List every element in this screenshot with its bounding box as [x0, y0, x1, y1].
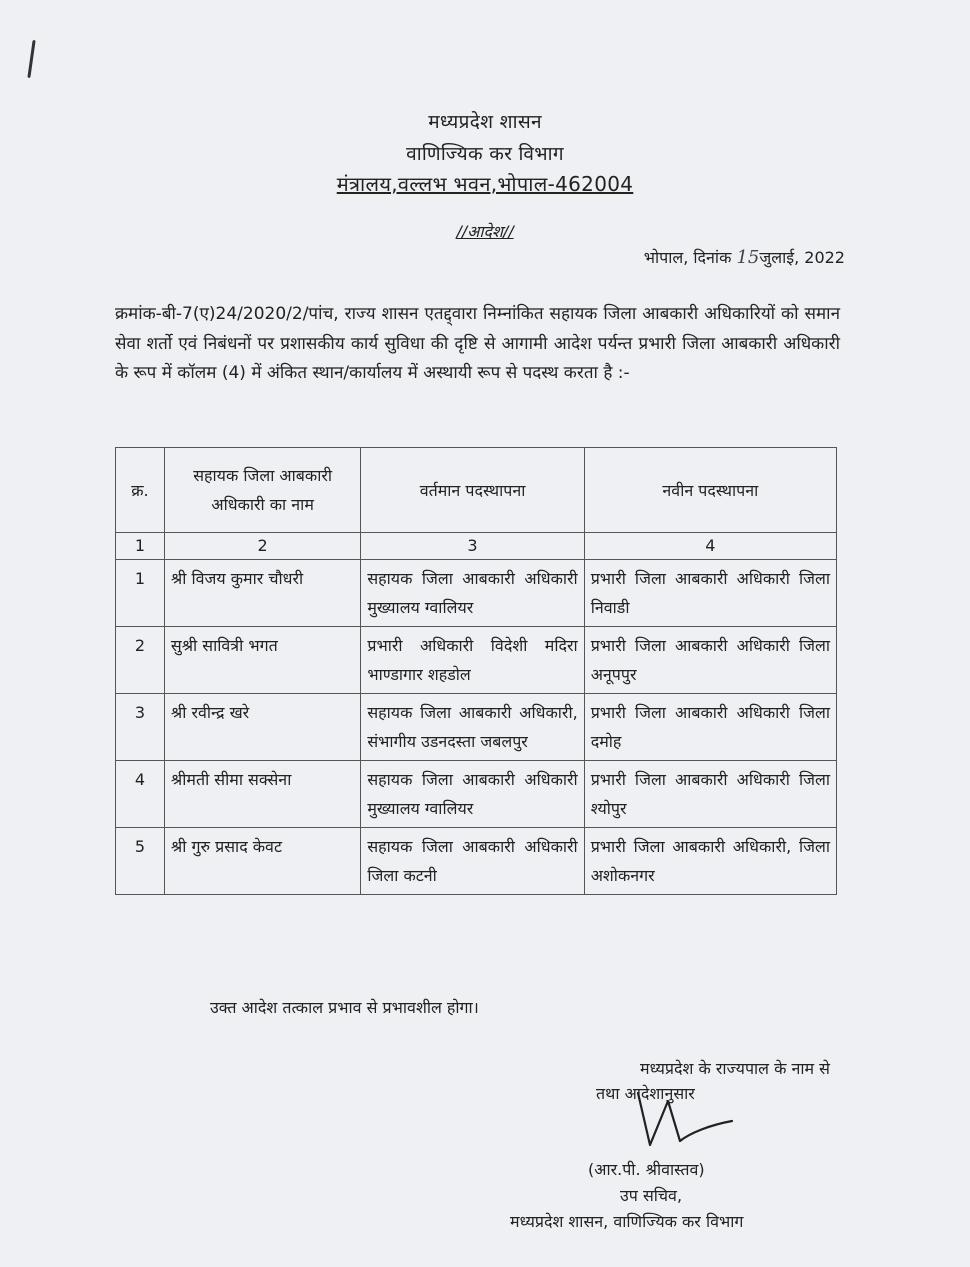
row-current-posting: सहायक जिला आबकारी अधिकारी मुख्यालय ग्वालियर [361, 761, 584, 828]
date-line [644, 246, 845, 268]
column-number: 3 [361, 533, 584, 560]
signature-order-line: तथा आदेशानुसार [596, 1084, 695, 1103]
row-new-posting: प्रभारी जिला आबकारी अधिकारी, जिला अशोकनगर [584, 828, 836, 895]
column-number: 2 [164, 533, 360, 560]
order-title: //आदेश// [456, 222, 514, 241]
row-officer-name: सुश्री सावित्री भगत [164, 627, 360, 694]
row-serial: 4 [116, 761, 165, 828]
row-officer-name: श्री रवीन्द्र खरे [164, 694, 360, 761]
header-officer-name: सहायक जिला आबकारी अधिकारी का नाम [164, 448, 360, 533]
handwritten-signature [620, 1085, 740, 1155]
row-new-posting: प्रभारी जिला आबकारी अधिकारी जिला श्योपुर [584, 761, 836, 828]
table-row [116, 694, 837, 761]
postings-table [115, 447, 837, 895]
order-paragraph: क्रमांक-बी-7(ए)24/2020/2/पांच, राज्य शासन एतद्द्वारा निम्नांकित सहायक जिला आबकारी अधिकारियों को समान सेवा शर्तो एवं निबंधनों पर प्रशासकीय कार्य सुविधा की दृष्टि से आगामी आदेश पर्यन्त प्रभारी जिला आबकारी अधिकारी के रूप में कॉलम (4) में अंकित स्थान/कार्यालय में अस्थायी रूप से पदस्थ करता है :- [115, 304, 840, 383]
date-rest: जुलाई, 2022 [759, 248, 845, 267]
signatory-department: मध्यप्रदेश शासन, वाणिज्यिक कर विभाग [510, 1212, 744, 1231]
date-day: 15 [736, 247, 760, 268]
row-serial: 2 [116, 627, 165, 694]
header-address: मंत्रालय,वल्लभ भवन,भोपाल-462004 [336, 172, 634, 196]
closing-statement: उक्त आदेश तत्काल प्रभाव से प्रभावशील होगा। [210, 998, 479, 1017]
signature-authority-line: मध्यप्रदेश के राज्यपाल के नाम से [640, 1059, 830, 1078]
row-current-posting: सहायक जिला आबकारी अधिकारी, संभागीय उडनदस्ता जबलपुर [361, 694, 584, 761]
row-officer-name: श्री गुरु प्रसाद केवट [164, 828, 360, 895]
row-current-posting: सहायक जिला आबकारी अधिकारी जिला कटनी [361, 828, 584, 895]
header-serial: क्र. [116, 448, 165, 533]
table-row [116, 761, 837, 828]
row-current-posting: प्रभारी अधिकारी विदेशी मदिरा भाण्डागार शहडोल [361, 627, 584, 694]
row-new-posting: प्रभारी जिला आबकारी अधिकारी जिला निवाडी [584, 560, 836, 627]
signatory-designation: उप सचिव, [620, 1186, 683, 1205]
column-number: 4 [584, 533, 836, 560]
header-current-posting: वर्तमान पदस्थापना [361, 448, 584, 533]
table-row [116, 627, 837, 694]
row-new-posting: प्रभारी जिला आबकारी अधिकारी जिला अनूपपुर [584, 627, 836, 694]
row-officer-name: श्रीमती सीमा सक्सेना [164, 761, 360, 828]
row-serial: 1 [116, 560, 165, 627]
header-state: मध्यप्रदेश शासन [428, 111, 542, 133]
pen-mark [27, 40, 35, 78]
table-row [116, 560, 837, 627]
row-current-posting: सहायक जिला आबकारी अधिकारी मुख्यालय ग्वालियर [361, 560, 584, 627]
signatory-name: (आर.पी. श्रीवास्तव) [588, 1160, 705, 1179]
table-header-row [116, 448, 837, 533]
row-serial: 5 [116, 828, 165, 895]
row-new-posting: प्रभारी जिला आबकारी अधिकारी जिला दमोह [584, 694, 836, 761]
date-prefix: भोपाल, दिनांक [643, 248, 732, 267]
header-new-posting: नवीन पदस्थापना [584, 448, 836, 533]
column-number-row [116, 533, 837, 560]
table-row [116, 828, 837, 895]
row-serial: 3 [116, 694, 165, 761]
column-number: 1 [116, 533, 165, 560]
row-officer-name: श्री विजय कुमार चौधरी [164, 560, 360, 627]
header-department: वाणिज्यिक कर विभाग [406, 143, 564, 165]
